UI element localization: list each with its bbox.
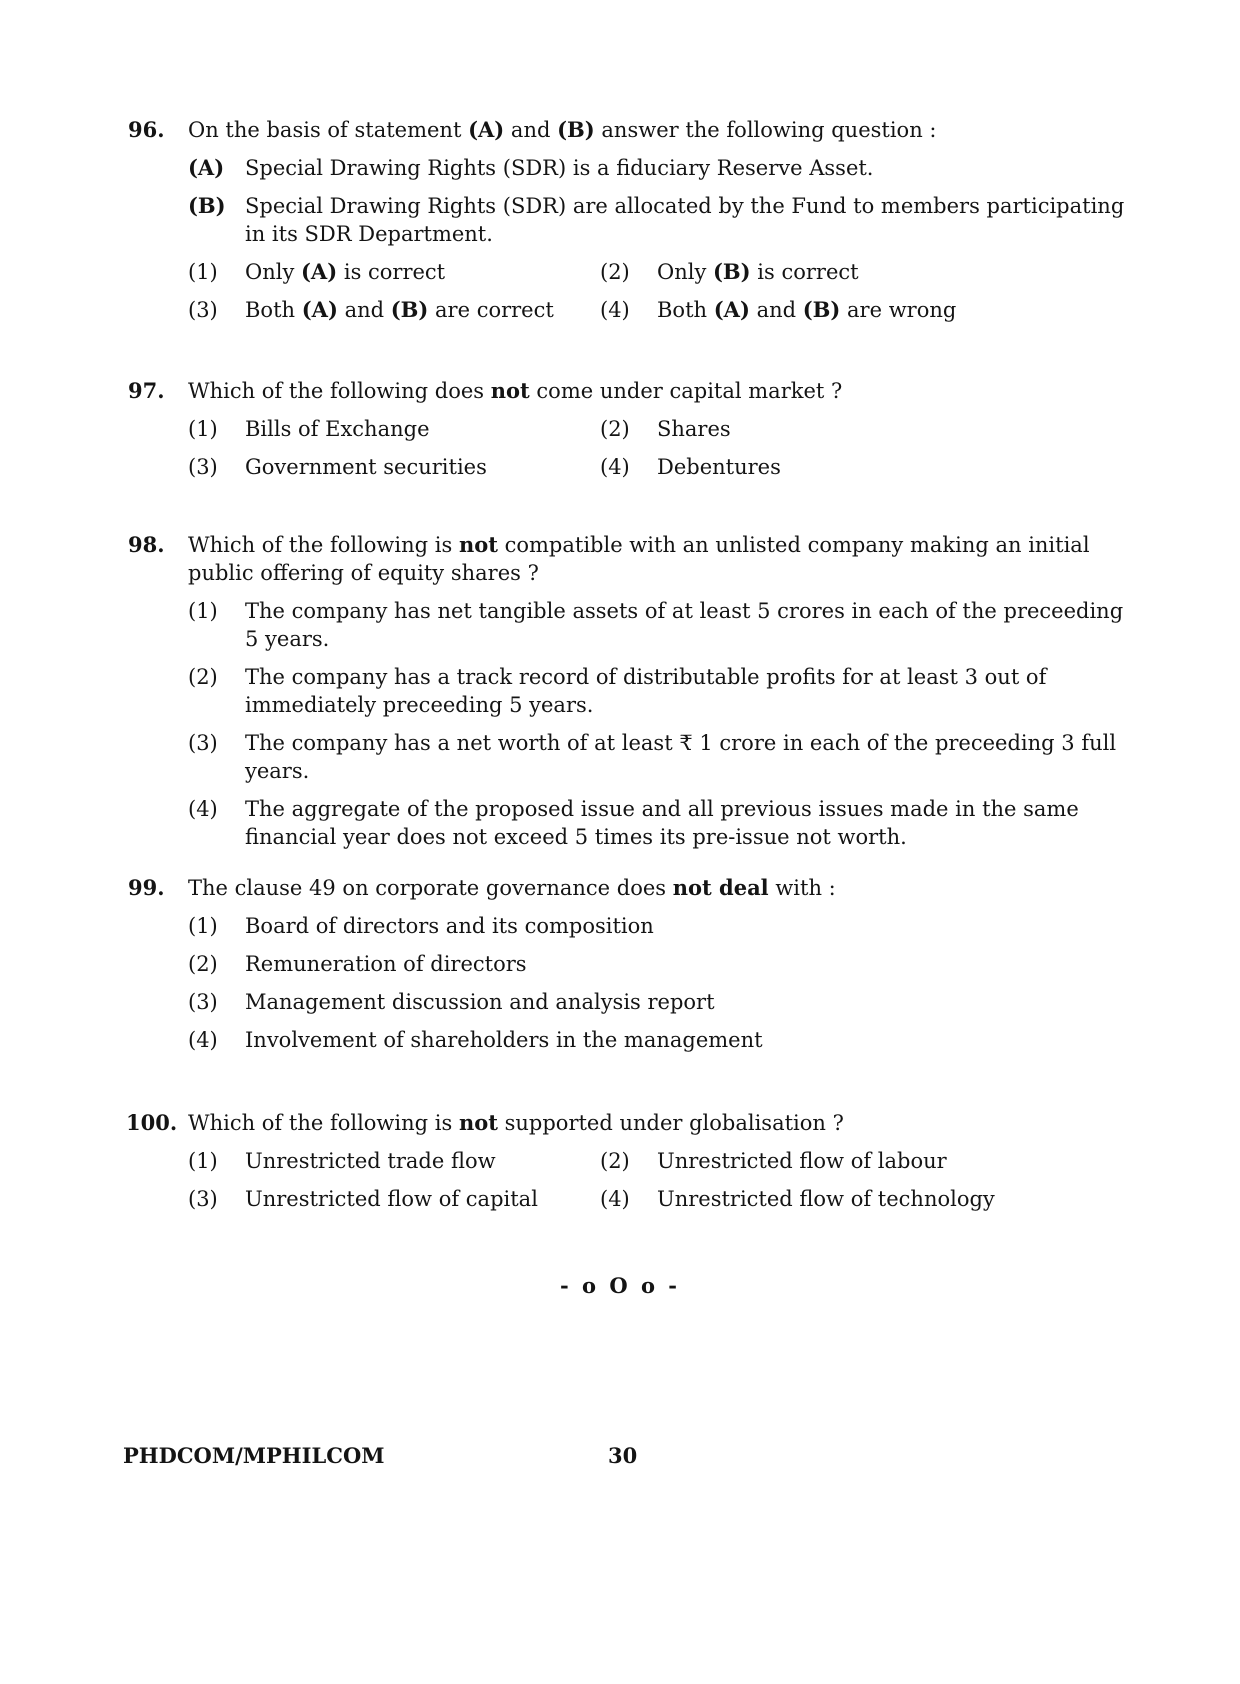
question-number: 97. — [128, 378, 165, 403]
question-text: Which of the following is not compatible with an unlisted company making an initial public offering of equity shares ? — [188, 532, 1090, 585]
option-1[interactable]: (1) Board of directors and its composition — [188, 914, 654, 938]
question-number: 99. — [128, 875, 165, 900]
option-4[interactable]: (4) Involvement of shareholders in the management — [188, 1028, 763, 1052]
question-text: Which of the following does not come under capital market ? — [188, 378, 843, 403]
option-4[interactable]: (4) Both (A) and (B) are wrong — [600, 297, 957, 322]
option-1[interactable]: (1) Only (A) is correct — [188, 259, 446, 284]
option-2[interactable]: (2) Remuneration of directors — [188, 952, 527, 976]
option-1[interactable]: (1) Bills of Exchange — [188, 417, 430, 441]
question-98 — [128, 531, 1128, 861]
option-3[interactable]: (3) Management discussion and analysis report — [188, 990, 715, 1014]
question-96 — [128, 116, 1128, 324]
question-number: 96. — [128, 117, 165, 142]
option-2[interactable]: (2) Unrestricted flow of labour — [600, 1149, 947, 1173]
question-97 — [128, 377, 1128, 481]
statement-a: (A) Special Drawing Rights (SDR) is a fiduciary Reserve Asset. — [188, 155, 874, 180]
option-4[interactable]: (4) Unrestricted flow of technology — [600, 1187, 995, 1211]
option-2[interactable]: (2) Only (B) is correct — [600, 259, 859, 284]
option-3[interactable]: (3) The company has a net worth of at least ₹ 1 crore in each of the preceeding 3 full years. — [188, 731, 1117, 783]
question-text: Which of the following is not supported under globalisation ? — [188, 1110, 844, 1135]
footer-page-number: 30 — [608, 1443, 638, 1468]
statement-b: (B) Special Drawing Rights (SDR) are allocated by the Fund to members participating in its SDR Department. — [188, 193, 1125, 246]
options — [188, 597, 1128, 851]
option-4[interactable]: (4) The aggregate of the proposed issue and all previous issues made in the same financial year does not exceed 5 times its pre-issue not worth. — [188, 797, 1079, 849]
options — [188, 258, 1128, 324]
question-number: 98. — [128, 532, 165, 557]
option-1[interactable]: (1) The company has net tangible assets of at least 5 crores in each of the preceeding 5 years. — [188, 599, 1124, 651]
option-4[interactable]: (4) Debentures — [600, 455, 781, 479]
option-2[interactable]: (2) Shares — [600, 417, 731, 441]
question-number: 100. — [126, 1110, 178, 1135]
option-3[interactable]: (3) Both (A) and (B) are correct — [188, 297, 554, 322]
question-text: The clause 49 on corporate governance does not deal with : — [188, 875, 836, 900]
question-100 — [128, 1109, 1128, 1213]
options — [188, 912, 1128, 1054]
option-2[interactable]: (2) The company has a track record of distributable profits for at least 3 out of immediately preceeding 5 years. — [188, 665, 1047, 717]
question-text: On the basis of statement (A) and (B) answer the following question : — [188, 117, 937, 142]
footer-paper-code: PHDCOM/MPHILCOM — [123, 1443, 385, 1468]
options — [188, 415, 1128, 481]
option-3[interactable]: (3) Unrestricted flow of capital — [188, 1187, 538, 1211]
options — [188, 1147, 1128, 1213]
question-99 — [128, 874, 1128, 1064]
end-mark: - o O o - — [560, 1273, 680, 1298]
option-1[interactable]: (1) Unrestricted trade flow — [188, 1149, 496, 1173]
option-3[interactable]: (3) Government securities — [188, 455, 487, 479]
